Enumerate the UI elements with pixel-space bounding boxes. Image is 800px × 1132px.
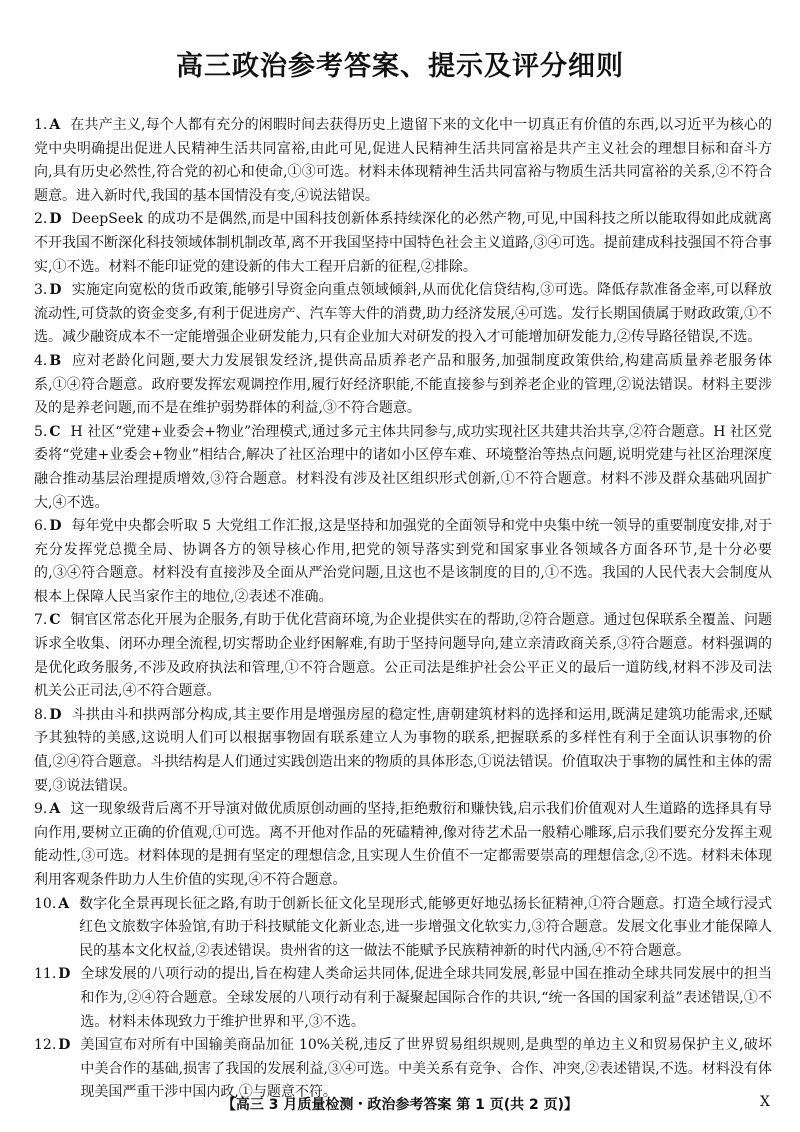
answer-letter: C — [49, 423, 61, 440]
question-index: 11. — [34, 966, 57, 983]
answer-explanation: 应对老龄化问题,要大力发展银发经济,提供高品质养老产品和服务,加强制度政策供给,构建高质量养老服务体系,①④符合题意。政府要发挥宏观调控作用,履行好经济职能,不能直接参与到养老企业的管理,②说法错误。材料主要涉及的是养老问题,而不是在维护弱势群体的利益,③不符合题意。 — [34, 352, 772, 417]
answer-explanation: 每年党中央都会听取 5 大党组工作汇报,这是坚持和加强党的全面领导和党中央集中统一领导的重要制度安排,对于充分发挥党总揽全局、协调各方的领导核心作用,把党的领导落实到党和国家事业各领域各方面各环节,是十分必要的,③④符合题意。材料没有直接涉及全面从严治党问题,且这也不是该制度的目的,①不选。我国的人民代表大会制度从根本上保障人民当家作主的地位,②表述不准确。 — [34, 518, 772, 605]
question-number — [34, 801, 70, 817]
answer-letter: D — [58, 966, 71, 983]
question-index: 12. — [34, 1037, 57, 1054]
answer-letter: D — [49, 211, 62, 228]
question-index: 10. — [34, 895, 57, 912]
answer-letter: B — [49, 352, 62, 369]
answer-explanation: 斗拱由斗和拱两部分构成,其主要作用是增强房屋的稳定性,唐朝建筑材料的选择和运用,既满足建筑功能需求,还赋予其独特的美感,这说明人们可以根据事物固有联系建立人为事物的联系,把握联系的多样性有利于全面认识事物的价值,②④符合题意。斗拱结构是人们通过实践创造出来的物质的具体形态,①说法错误。价值取决于事物的属性和主体的需要,③说法错误。 — [34, 706, 772, 794]
question-number — [34, 518, 72, 534]
answer-item — [34, 963, 772, 1034]
question-index: 9. — [34, 801, 48, 818]
answer-letter: D — [49, 706, 62, 723]
answer-explanation: 实施定向宽松的货币政策,能够引导资金向重点领域倾斜,从而优化信贷结构,③可选。降低存款准备金率,可以释放流动性,可贷款的资金变多,有利于促进房产、汽车等大件的消费,助力经济发展,④可选。发行长期国债属于财政政策,①不选。减少融资成本不一定能增强企业研发能力,只有企业加大对研发的投入才可能增加研发能力,②传导路径错误,不选。 — [34, 282, 772, 346]
answer-explanation: H 社区“党建+业委会+物业”治理模式,通过多元主体共同参与,成功实现社区共建共治共享,②符合题意。H 社区党委将“党建+业委会+物业”相结合,解决了社区治理中的诸如小区停车难、环境整治等热点问题,说明党建与社区治理深度融合推动基层治理提质增效,③符合题意。材料没有涉及社区组织形式创新,①不符合题意。材料不涉及群众基础巩固扩大,④不选。 — [34, 423, 772, 511]
answer-explanation: DeepSeek 的成功不是偶然,而是中国科技创新体系持续深化的必然产物,可见,中国科技之所以能取得如此成就离不开我国不断深化科技领域体制机制改革,离不开我国坚持中国特色社会主义道路,③④可选。提前建成科技强国不符合事实,①不选。材料不能印证党的建设新的伟大工程开启新的征程,②排除。 — [34, 211, 772, 275]
question-index: 4. — [34, 352, 48, 369]
answer-letter: C — [49, 612, 61, 629]
question-number — [34, 424, 71, 440]
answer-item — [34, 893, 772, 964]
page-footer — [0, 1094, 800, 1118]
page-title: 高三政治参考答案、提示及评分细则 — [176, 51, 624, 82]
question-index: 1. — [34, 117, 48, 133]
answer-letter: D — [58, 1037, 71, 1054]
answer-item — [34, 350, 772, 421]
question-number — [34, 963, 80, 1034]
answer-item — [34, 609, 772, 703]
question-number — [34, 612, 71, 628]
answer-item — [34, 798, 772, 892]
question-number — [34, 117, 70, 133]
answer-letter: D — [49, 518, 62, 535]
answer-item — [34, 421, 772, 515]
footer-text: 【高三 3 月质量检测・政治参考答案 第 1 页(共 2 页)】 — [221, 1097, 579, 1113]
question-index: 3. — [34, 282, 48, 299]
answer-explanation: 全球发展的八项行动的提出,旨在构建人类命运共同体,促进全球共同发展,彰显中国在推动全球共同发展中的担当和作为,②④符合题意。全球发展的八项行动有利于凝聚起国际合作的共识,“统一各国的国家利益”表述错误,①不选。材料未体现致力于维护世界和平,③不选。 — [80, 966, 772, 1030]
answer-explanation: 铜官区常态化开展为企服务,有助于优化营商环境,为企业提供实在的帮助,②符合题意。通过包保联系全覆盖、问题诉求全收集、闭环办理全流程,切实帮助企业纾困解难,有助于坚持问题导向,建立亲清政商关系,③符合题意。材料强调的是优化政务服务,不涉及政府执法和管理,①不符合题意。公正司法是维护社会公平正义的最后一道防线,材料不涉及司法机关公正司法,④不符合题意。 — [34, 612, 772, 700]
question-number — [34, 353, 71, 369]
answer-letter: A — [49, 801, 61, 818]
answer-list — [34, 114, 772, 1105]
answer-item — [34, 704, 772, 798]
question-number — [34, 282, 72, 298]
answer-explanation: 这一现象级背后离不开导演对做优质原创动画的坚持,拒绝敷衍和赚快钱,启示我们价值观对人生道路的选择具有导向作用,要树立正确的价值观,①可选。离不开他对作品的死磕精神,像对待艺术品一般精心雕琢,启示我们要充分发挥主观能动性,③可选。材料体现的是拥有坚定的理想信念,且实现人生价值不一定都需要崇高的理想信念,②不选。材料未体现利用客观条件助力人生价值的实现,④不符合题意。 — [34, 801, 772, 888]
answer-letter: A — [49, 117, 61, 133]
answer-letter: D — [49, 282, 62, 299]
question-index: 2. — [34, 211, 48, 228]
answer-letter: A — [58, 895, 70, 912]
question-number — [34, 707, 72, 723]
footer-corner-mark: X — [760, 1094, 770, 1110]
answer-explanation: 数字化全景再现长征之路,有助于创新长征文化呈现形式,能够更好地弘扬长征精神,①符合题意。打造全域行浸式红色文旅数字体验馆,有助于科技赋能文化新业态,进一步增强文化软实力,③符合题意。发展文化事业才能保障人民的基本文化权益,②表述错误。贵州省的这一做法不能赋予民族精神新的时代内涵,④不符合题意。 — [79, 895, 772, 959]
answer-item — [34, 279, 772, 350]
answer-explanation: 美国宣布对所有中国输美商品加征 10%关税,违反了世界贸易组织规则,是典型的单边主义和贸易保护主义,破坏中美合作的基础,损害了我国的发展利益,③④可选。中美关系有竞争、合作、冲突,②表述错误,不选。材料没有体现美国严重干涉中国内政,①与题意不符。 — [80, 1037, 772, 1101]
question-index: 8. — [34, 706, 48, 723]
answer-item — [34, 515, 772, 609]
answer-explanation: 在共产主义,每个人都有充分的闲暇时间去获得历史上遗留下来的文化中一切真正有价值的东西,以习近平为核心的党中央明确提出促进人民精神生活共同富裕,由此可见,促进人民精神生活共同富裕是共产主义社会的理想目标和奋斗方向,具有历史必然性,符合党的初心和使命,①③可选。材料未体现精神生活共同富裕与物质生活共同富裕的关系,②不符合题意。进入新时代,我国的基本国情没有变,④说法错误。 — [34, 117, 772, 204]
question-index: 5. — [34, 423, 48, 440]
question-index: 6. — [34, 518, 48, 535]
answer-item — [34, 208, 772, 279]
question-number — [34, 893, 79, 964]
question-number — [34, 211, 72, 227]
answer-item — [34, 114, 772, 208]
question-index: 7. — [34, 612, 48, 629]
